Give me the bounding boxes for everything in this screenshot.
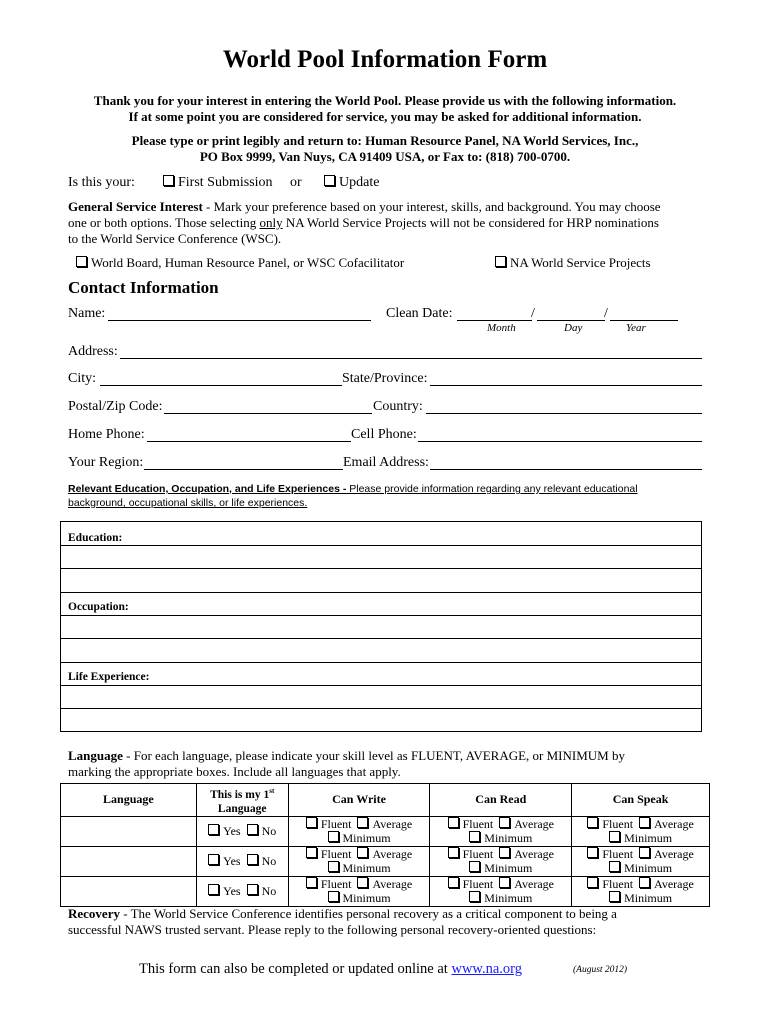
minimum-option[interactable] xyxy=(609,861,672,875)
col-read: Can Read xyxy=(430,784,572,817)
cell-phone-field[interactable] xyxy=(418,441,702,442)
fluent-option[interactable] xyxy=(448,847,494,861)
fluent-option[interactable] xyxy=(306,847,352,861)
col-write: Can Write xyxy=(288,784,430,817)
first-language-cell xyxy=(196,846,288,876)
minimum-label: Minimum xyxy=(624,831,673,846)
language-line-2: marking the appropriate boxes. Include all languages that apply. xyxy=(68,764,401,779)
average-checkbox[interactable] xyxy=(499,877,510,888)
language-cell[interactable] xyxy=(61,876,197,906)
language-cell[interactable] xyxy=(61,846,197,876)
average-label: Average xyxy=(654,877,694,892)
minimum-label: Minimum xyxy=(342,891,391,906)
update-checkbox[interactable] xyxy=(324,175,335,186)
intro-line-3: Please type or print legibly and return to: Human Resource Panel, NA World Services, Inc., xyxy=(131,133,639,148)
minimum-option[interactable] xyxy=(609,891,672,905)
month-caption: Month xyxy=(487,322,516,334)
minimum-checkbox[interactable] xyxy=(609,861,620,872)
col-speak: Can Speak xyxy=(572,784,710,817)
fluent-label: Fluent xyxy=(462,847,494,862)
first-submission-checkbox[interactable] xyxy=(163,175,174,186)
fluent-checkbox[interactable] xyxy=(306,877,317,888)
fluent-option[interactable] xyxy=(306,817,352,831)
write-cell xyxy=(288,876,430,906)
relevant-line-2: background, occupational skills, or life experiences. xyxy=(68,497,308,509)
state-label: State/Province: xyxy=(342,371,428,386)
intro-line-2: If at some point you are considered for service, you may be asked for additional information. xyxy=(128,109,642,124)
minimum-checkbox[interactable] xyxy=(469,831,480,842)
table-row xyxy=(61,816,710,846)
minimum-label: Minimum xyxy=(342,861,391,876)
fluent-checkbox[interactable] xyxy=(587,817,598,828)
fluent-label: Fluent xyxy=(602,877,634,892)
clean-date-day-field[interactable] xyxy=(537,320,605,321)
service-interest-heading: General Service Interest xyxy=(68,199,203,214)
submission-prompt: Is this your: xyxy=(68,175,135,190)
service-interest-line-1 xyxy=(68,199,661,215)
speak-cell xyxy=(572,846,710,876)
occupation-header-row xyxy=(61,592,701,593)
service-interest-text-a: - Mark your preference based on your interest, skills, and background. You may choose xyxy=(202,199,661,214)
email-label: Email Address: xyxy=(343,455,429,470)
average-checkbox[interactable] xyxy=(357,817,368,828)
average-label: Average xyxy=(654,817,694,832)
average-checkbox[interactable] xyxy=(639,877,650,888)
region-field[interactable] xyxy=(144,469,343,470)
minimum-option[interactable] xyxy=(328,891,391,905)
table-row xyxy=(61,876,710,906)
state-field[interactable] xyxy=(430,385,702,386)
relevant-heading: Relevant Education, Occupation, and Life Experiences - xyxy=(68,483,347,495)
education-row-2[interactable] xyxy=(61,568,701,569)
yes-label: Yes xyxy=(223,824,241,839)
fluent-checkbox[interactable] xyxy=(448,847,459,858)
minimum-checkbox[interactable] xyxy=(328,891,339,902)
language-heading: Language xyxy=(68,748,123,763)
recovery-line-1 xyxy=(68,906,617,922)
city-label: City: xyxy=(68,371,97,386)
no-option[interactable] xyxy=(247,884,277,898)
update-label: Update xyxy=(339,175,380,190)
world-board-checkbox[interactable] xyxy=(76,256,87,267)
service-interest-text-b1: one or both options. Those selecting xyxy=(68,215,260,230)
intro-line-1: Thank you for your interest in entering the World Pool. Please provide us with the following information. xyxy=(93,93,677,108)
average-label: Average xyxy=(514,847,554,862)
average-checkbox[interactable] xyxy=(639,847,650,858)
clean-date-year-field[interactable] xyxy=(610,320,678,321)
contact-heading: Contact Information xyxy=(68,278,219,297)
fluent-label: Fluent xyxy=(320,847,352,862)
no-checkbox[interactable] xyxy=(247,824,258,835)
read-cell xyxy=(430,846,572,876)
minimum-checkbox[interactable] xyxy=(469,891,480,902)
or-text: or xyxy=(290,175,302,190)
no-option[interactable] xyxy=(247,824,277,838)
average-label: Average xyxy=(654,847,694,862)
region-label: Your Region: xyxy=(68,455,144,470)
minimum-checkbox[interactable] xyxy=(609,831,620,842)
world-board-label: World Board, Human Resource Panel, or WSC Cofacilitator xyxy=(91,255,405,270)
minimum-option[interactable] xyxy=(609,831,672,845)
country-label: Country: xyxy=(373,399,423,414)
average-checkbox[interactable] xyxy=(499,847,510,858)
average-checkbox[interactable] xyxy=(499,817,510,828)
first-language-cell xyxy=(196,876,288,906)
fluent-checkbox[interactable] xyxy=(587,877,598,888)
average-option[interactable] xyxy=(639,877,694,891)
email-field[interactable] xyxy=(430,469,702,470)
minimum-checkbox[interactable] xyxy=(328,861,339,872)
service-interest-line-3: to the World Service Conference (WSC). xyxy=(68,231,282,246)
home-phone-label: Home Phone: xyxy=(68,427,145,442)
fluent-label: Fluent xyxy=(462,877,494,892)
relevant-line-1 xyxy=(68,483,638,495)
minimum-option[interactable] xyxy=(328,861,391,875)
col-language: Language xyxy=(61,784,197,817)
yes-checkbox[interactable] xyxy=(208,854,219,865)
yes-checkbox[interactable] xyxy=(208,884,219,895)
postal-label: Postal/Zip Code: xyxy=(68,399,163,414)
minimum-option[interactable] xyxy=(469,861,532,875)
first-submission-label: First Submission xyxy=(178,175,273,190)
service-interest-text-b2: NA World Service Projects will not be considered for HRP nominations xyxy=(282,215,659,230)
minimum-label: Minimum xyxy=(484,891,533,906)
fluent-label: Fluent xyxy=(602,847,634,862)
form-title: World Pool Information Form xyxy=(222,46,548,73)
date-slash-1: / xyxy=(531,306,535,321)
relevant-text-1: Please provide information regarding any relevant educational xyxy=(346,483,638,495)
fluent-label: Fluent xyxy=(320,877,352,892)
average-option[interactable] xyxy=(357,877,412,891)
recovery-line-2: successful NAWS trusted servant. Please reply to the following personal recovery-oriented questions: xyxy=(68,922,597,937)
life-row-1[interactable] xyxy=(61,685,701,686)
service-interest-only: only xyxy=(259,215,283,230)
fluent-option[interactable] xyxy=(448,817,494,831)
language-text-1: - For each language, please indicate your skill level as FLUENT, AVERAGE, or MINIMUM by xyxy=(122,748,625,763)
speak-cell xyxy=(572,876,710,906)
recovery-heading: Recovery xyxy=(68,906,120,921)
minimum-label: Minimum xyxy=(624,891,673,906)
write-cell xyxy=(288,846,430,876)
minimum-option[interactable] xyxy=(469,831,532,845)
date-slash-2: / xyxy=(604,306,608,321)
average-label: Average xyxy=(372,847,413,862)
no-checkbox[interactable] xyxy=(247,854,258,865)
yes-label: Yes xyxy=(223,854,241,869)
fluent-option[interactable] xyxy=(587,877,633,891)
home-phone-field[interactable] xyxy=(147,441,351,442)
read-cell xyxy=(430,816,572,846)
city-field[interactable] xyxy=(100,385,342,386)
average-label: Average xyxy=(372,877,413,892)
projects-label: NA World Service Projects xyxy=(510,255,651,270)
fluent-checkbox[interactable] xyxy=(306,817,317,828)
clean-date-label: Clean Date: xyxy=(386,306,453,321)
fluent-option[interactable] xyxy=(587,847,633,861)
col-first-b: Language xyxy=(217,802,267,815)
yes-option[interactable] xyxy=(208,824,240,838)
fluent-option[interactable] xyxy=(448,877,494,891)
average-option[interactable] xyxy=(639,847,694,861)
speak-cell xyxy=(572,816,710,846)
language-table xyxy=(60,783,710,907)
write-cell xyxy=(288,816,430,846)
minimum-label: Minimum xyxy=(342,831,391,846)
first-language-cell xyxy=(196,816,288,846)
yes-option[interactable] xyxy=(208,884,240,898)
fluent-option[interactable] xyxy=(587,817,633,831)
no-checkbox[interactable] xyxy=(247,884,258,895)
col-first-language xyxy=(196,784,288,817)
no-label: No xyxy=(261,824,277,839)
life-row-2[interactable] xyxy=(61,708,701,709)
no-label: No xyxy=(261,854,277,869)
language-line-1 xyxy=(68,748,625,764)
average-option[interactable] xyxy=(499,847,554,861)
average-label: Average xyxy=(372,817,413,832)
name-field[interactable] xyxy=(108,320,371,321)
projects-checkbox[interactable] xyxy=(495,256,506,267)
yes-label: Yes xyxy=(223,884,241,899)
no-option[interactable] xyxy=(247,854,277,868)
average-checkbox[interactable] xyxy=(639,817,650,828)
minimum-label: Minimum xyxy=(484,861,533,876)
education-label: Education: xyxy=(68,532,123,544)
average-label: Average xyxy=(514,817,554,832)
table-row xyxy=(61,846,710,876)
average-option[interactable] xyxy=(357,817,412,831)
average-option[interactable] xyxy=(357,847,412,861)
average-checkbox[interactable] xyxy=(357,877,368,888)
fluent-label: Fluent xyxy=(462,817,494,832)
fluent-checkbox[interactable] xyxy=(587,847,598,858)
day-caption: Day xyxy=(564,322,583,334)
footer-text: This form can also be completed or updated online at xyxy=(139,961,452,977)
fluent-checkbox[interactable] xyxy=(448,877,459,888)
life-header-row xyxy=(61,662,701,663)
fluent-label: Fluent xyxy=(602,817,634,832)
average-checkbox[interactable] xyxy=(357,847,368,858)
experience-grid xyxy=(60,521,702,732)
na-org-link[interactable]: www.na.org xyxy=(451,961,522,977)
footer-date: (August 2012) xyxy=(573,965,628,975)
fluent-label: Fluent xyxy=(320,817,352,832)
intro-line-4: PO Box 9999, Van Nuys, CA 91409 USA, or Fax to: (818) 700-0700. xyxy=(199,149,571,164)
average-option[interactable] xyxy=(639,817,694,831)
yes-option[interactable] xyxy=(208,854,240,868)
yes-checkbox[interactable] xyxy=(208,824,219,835)
address-field[interactable] xyxy=(120,358,702,359)
minimum-option[interactable] xyxy=(469,891,532,905)
footer-line xyxy=(139,961,522,978)
name-label: Name: xyxy=(68,306,106,321)
update-option[interactable] xyxy=(324,175,379,191)
service-interest-line-2 xyxy=(68,215,659,231)
year-caption: Year xyxy=(626,322,646,334)
average-option[interactable] xyxy=(499,877,554,891)
minimum-option[interactable] xyxy=(328,831,391,845)
minimum-checkbox[interactable] xyxy=(469,861,480,872)
fluent-checkbox[interactable] xyxy=(448,817,459,828)
no-label: No xyxy=(261,884,277,899)
fluent-checkbox[interactable] xyxy=(306,847,317,858)
occupation-row-1[interactable] xyxy=(61,615,701,616)
clean-date-month-field[interactable] xyxy=(457,320,532,321)
average-option[interactable] xyxy=(499,817,554,831)
fluent-option[interactable] xyxy=(306,877,352,891)
cell-phone-label: Cell Phone: xyxy=(351,427,417,442)
education-row-1[interactable] xyxy=(61,545,701,546)
col-first-sup: st xyxy=(269,787,275,795)
first-submission-option[interactable] xyxy=(163,175,273,191)
col-first-a: This is my 1 xyxy=(210,788,270,801)
occupation-label: Occupation: xyxy=(68,601,129,613)
recovery-text-1: - The World Service Conference identifies personal recovery as a critical component to being a xyxy=(119,906,617,921)
country-field[interactable] xyxy=(426,413,702,414)
minimum-label: Minimum xyxy=(624,861,673,876)
minimum-checkbox[interactable] xyxy=(328,831,339,842)
postal-field[interactable] xyxy=(164,413,372,414)
average-label: Average xyxy=(514,877,554,892)
projects-option[interactable] xyxy=(495,255,651,271)
life-experience-label: Life Experience: xyxy=(68,671,150,683)
minimum-checkbox[interactable] xyxy=(609,891,620,902)
world-board-option[interactable] xyxy=(76,255,404,271)
occupation-row-2[interactable] xyxy=(61,638,701,639)
read-cell xyxy=(430,876,572,906)
language-cell[interactable] xyxy=(61,816,197,846)
minimum-label: Minimum xyxy=(484,831,533,846)
address-label: Address: xyxy=(68,344,118,359)
